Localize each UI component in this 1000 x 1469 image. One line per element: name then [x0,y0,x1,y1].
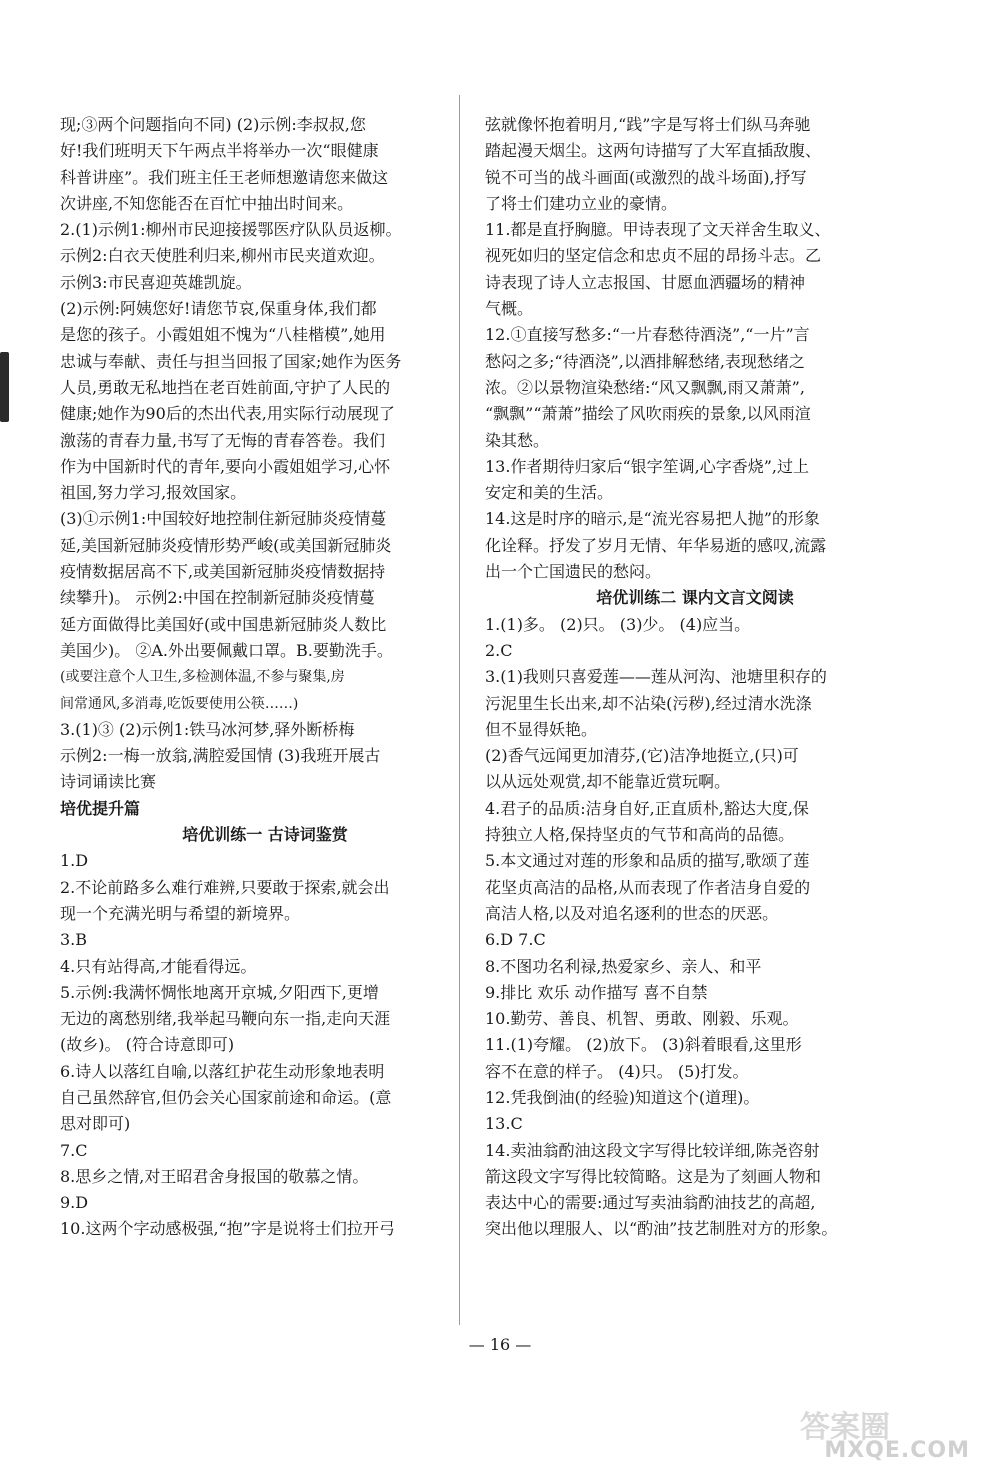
text-line: “飘飘”“萧萧”描绘了风吹雨疾的景象,以风雨渲 [485,404,811,424]
text-line: 高洁人格,以及对追名逐利的世态的厌恶。 [485,903,779,923]
text-line: 14.这是时序的暗示,是“流光容易把人抛”的形象 [485,509,820,529]
page-number: — 16 — [468,1335,532,1354]
text-line: 是您的孩子。小霞姐姐不愧为“八桂楷模”,她用 [60,325,386,345]
text-line: 10.这两个字动感极强,“抱”字是说将士们拉开弓 [60,1219,395,1239]
text-line: 14.卖油翁酌油这段文字写得比较详细,陈尧咨射 [485,1140,820,1160]
text-line: 现一个充满光明与希望的新境界。 [60,903,301,923]
text-line: 13.作者期待归家后“银字笙调,心字香烧”,过上 [485,456,809,476]
watermark [780,1400,980,1463]
text-line: 9.排比 欢乐 动作描写 喜不自禁 [485,982,708,1002]
scan-edge-mark [0,352,9,422]
section-heading: 培优训练二 课内文言文阅读 [596,588,794,608]
text-line: 11.都是直抒胸臆。甲诗表现了文天祥舍生取义、 [485,220,831,240]
right-column [485,112,905,1243]
text-line: 视死如归的坚定信念和忠贞不屈的昂扬斗志。乙 [485,246,822,266]
text-line: 激荡的青春力量,书写了无悔的青春答卷。我们 [60,430,386,450]
text-line: 次讲座,不知您能否在百忙中抽出时间来。 [60,193,354,213]
text-line: 科普讲座”。我们班主任王老师想邀请您来做这 [60,167,389,187]
text-line: 间常通风,多消毒,吃饭要使用公筷……) [60,695,299,712]
text-line: 2.不论前路多么难行难辨,只要敢于探索,就会出 [60,877,390,897]
text-line: 延,美国新冠肺炎疫情形势严峻(或美国新冠肺炎 [60,535,392,555]
text-line: 5.本文通过对莲的形象和品质的描写,歌颂了莲 [485,851,810,871]
text-line: 美国少)。 ②A.外出要佩戴口罩。B.要勤洗手。 [60,640,393,660]
column-divider [459,95,460,1325]
text-line: 持独立人格,保持坚贞的气节和高尚的品德。 [485,825,795,845]
text-line: 4.君子的品质:洁身自好,正直质朴,豁达大度,保 [485,798,809,818]
text-line: (2)香气远闻更加清芬,(它)洁净地挺立,(只)可 [485,746,799,766]
text-line: 容不在意的样子。 (4)只。 (5)打发。 [485,1061,749,1081]
text-line: 8.不图功名利禄,热爱家乡、亲人、和平 [485,956,762,976]
text-line: 延方面做得比美国好(或中国患新冠肺炎人数比 [60,614,387,634]
answer-seal-icon: 答案圈 [800,1410,890,1445]
text-line: 愁闷之多;“待酒浇”,以酒排解愁绪,表现愁绪之 [485,351,805,371]
text-line: 人员,勇敢无私地挡在老百姓前面,守护了人民的 [60,377,391,397]
text-line: (或要注意个人卫生,多检测体温,不参与聚集,房 [60,669,345,686]
text-line: 12.凭我倒油(的经验)知道这个(道理)。 [485,1087,760,1107]
text-line: 忠诚与奉献、责任与担当回报了国家;她作为医务 [60,351,402,371]
text-line: 续攀升)。 示例2:中国在控制新冠肺炎疫情蔓 [60,588,375,608]
text-line: 以从远处观赏,却不能靠近赏玩啊。 [485,772,731,792]
text-line: 染其愁。 [485,430,550,450]
text-line: 花坚贞高洁的品格,从而表现了作者洁身自爱的 [485,877,811,897]
text-line: (3)①示例1:中国较好地控制住新冠肺炎疫情蔓 [60,509,387,529]
text-line: 7.C [60,1140,88,1160]
text-line: 无边的离愁别绪,我举起马鞭向东一指,走向天涯 [60,1009,391,1029]
text-line: (故乡)。 (符合诗意即可) [60,1035,235,1055]
text-line: 1.D [60,851,89,871]
text-line: 诗表现了诗人立志报国、甘愿血洒疆场的精神 [485,272,806,292]
text-line: 4.只有站得高,才能看得远。 [60,956,257,976]
text-line: 11.(1)夸耀。 (2)放下。 (3)斜着眼看,这里形 [485,1035,802,1055]
text-line: 示例2:一梅一放翁,满腔爱国情 (3)我班开展古 [60,746,381,766]
text-line: 现;③两个问题指向不同) (2)示例:李叔叔,您 [60,115,366,134]
text-line: 10.勤劳、善良、机智、勇敢、刚毅、乐观。 [485,1009,799,1029]
text-line: 突出他以理服人、以“酌油”技艺制胜对方的形象。 [485,1219,838,1239]
text-line: 示例2:白衣天使胜利归来,柳州市民夹道欢迎。 [60,246,385,266]
text-line: 健康;她作为90后的杰出代表,用实际行动展现了 [60,404,395,424]
text-line: 安定和美的生活。 [485,483,614,503]
text-line: 2.(1)示例1:柳州市民迎接援鄂医疗队队员返柳。 [60,220,402,240]
text-line: 3.B [60,930,88,950]
text-line: 示例3:市民喜迎英雄凯旋。 [60,272,252,292]
text-line: 锐不可当的战斗画面(或激烈的战斗场面),抒写 [485,167,807,187]
text-line: 8.思乡之情,对王昭君舍身报国的敬慕之情。 [60,1166,369,1186]
text-line: 气概。 [485,299,534,319]
text-line: 6.D 7.C [485,930,546,950]
text-line: 13.C [485,1114,523,1134]
text-line: 9.D [60,1193,89,1213]
text-line: 2.C [485,640,513,660]
text-line: 出一个亡国遗民的愁闷。 [485,562,662,582]
text-line: 5.示例:我满怀惆怅地离开京城,夕阳西下,更增 [60,982,379,1002]
section-heading: 培优训练一 古诗词鉴赏 [182,825,348,845]
text-line: 但不显得妖艳。 [485,719,598,739]
text-line: 自己虽然辞官,但仍会关心国家前途和命运。(意 [60,1087,392,1107]
text-line: 1.(1)多。 (2)只。 (3)少。 (4)应当。 [485,614,751,634]
text-line: 6.诗人以落红自喻,以落红护花生动形象地表明 [60,1061,385,1081]
text-line: 箭这段文字写得比较简略。这是为了刻画人物和 [485,1166,822,1186]
part-title: 培优提升篇 [60,798,141,818]
text-line: 作为中国新时代的青年,要向小霞姐姐学习,心怀 [60,456,391,476]
text-line: 污泥里生长出来,却不沾染(污秽),经过清水洗涤 [485,693,812,713]
text-line: 踏起漫天烟尘。这两句诗描写了大军直插敌腹、 [485,141,822,161]
text-line: 12.①直接写愁多:“一片春愁待酒浇”,“一片”言 [485,325,810,345]
text-line: 疫情数据居高不下,或美国新冠肺炎疫情数据持 [60,562,386,582]
text-line: 3.(1)我则只喜爱莲——莲从河沟、池塘里积存的 [485,667,827,687]
text-line: 祖国,努力学习,报效国家。 [60,483,247,503]
text-line: 3.(1)③ (2)示例1:铁马冰河梦,驿外断桥梅 [60,719,355,739]
watermark-text: MXQE.COM [824,1438,970,1463]
text-line: (2)示例:阿姨您好!请您节哀,保重身体,我们都 [60,299,377,319]
text-line: 好!我们班明天下午两点半将举办一次“眼健康 [60,141,379,161]
text-line: 浓。②以景物渲染愁绪:“风又飘飘,雨又萧萧”, [485,377,805,397]
text-line: 化诠释。抒发了岁月无情、年华易逝的感叹,流露 [485,535,827,555]
text-line: 了将士们建功立业的豪情。 [485,193,678,213]
text-line: 思对即可) [60,1114,131,1134]
text-line: 诗词诵读比赛 [60,772,157,792]
left-column [60,112,470,1243]
text-line: 弦就像怀抱着明月,“践”字是写将士们纵马奔驰 [485,115,811,134]
text-line: 表达中心的需要:通过写卖油翁酌油技艺的高超, [485,1193,816,1213]
